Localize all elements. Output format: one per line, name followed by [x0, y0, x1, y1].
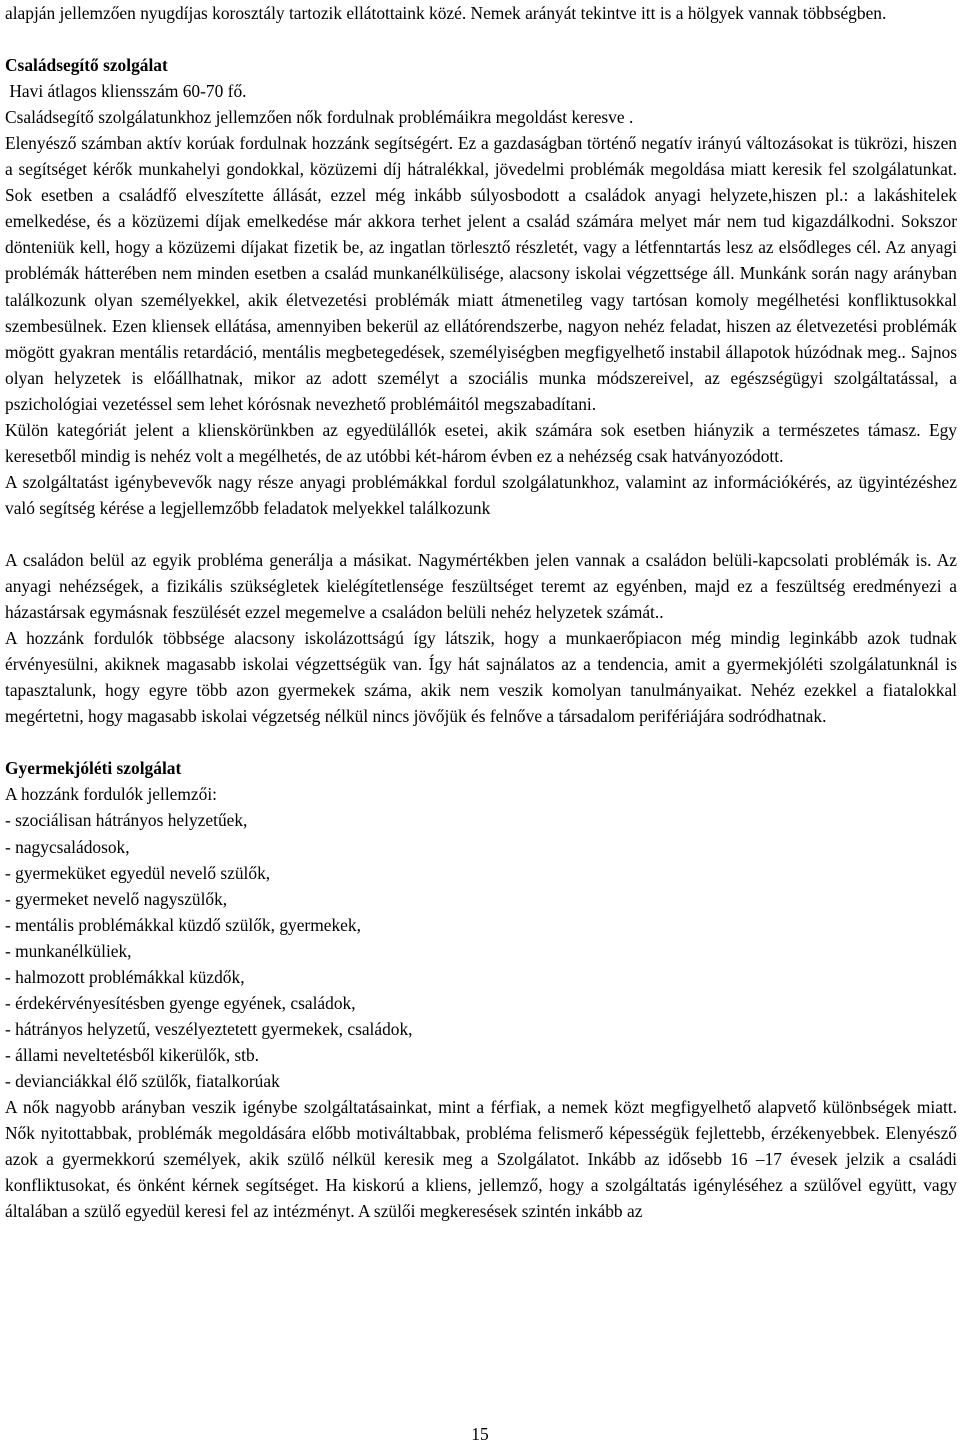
list-item: - halmozott problémákkal küzdők,	[5, 966, 245, 987]
women-usage-paragraph: A nők nagyobb arányban veszik igénybe szolgáltatásainkat, mint a férfiak, a nemek közt megfigyelhető alapvető különbségek miatt. Nők nyitottabbak, problémák megoldására előbb motiváltabbak, probléma felismerő képességük fejlettebb, érzékenyebbek. Elenyésző azok a gyermekkorú személyek, akik szülő nélkül keresik meg a Szolgálatot. Inkább az idősebb 16 –17 évesek jelzik a családi konfliktusokat, és önként kérnek segítséget. Ha kiskorú a kliens, jellemző, hogy a szolgáltatás igényléséhez a szülővel együtt, vagy általában a szülő egyedül keresi fel az intézményt. A szülői megkeresések szintén inkább az	[5, 1096, 957, 1222]
family-service-heading: Családsegítő szolgálat	[5, 55, 168, 76]
client-characteristics-list	[5, 807, 957, 1094]
list-item: - devianciákkal élő szülők, fiatalkorúak	[5, 1070, 280, 1091]
service-paragraph: A szolgáltatást igénybevevők nagy része anyagi problémákkal fordul szolgálatunkhoz, valamint az információkérés, az ügyintézéshez való segítség kérése a legjellemzőbb feladatok melyekkel találkozunk	[5, 471, 957, 518]
main-paragraph: Elenyésző számban aktív korúak fordulnak hozzánk segítségért. Ez a gazdaságban történő negatív irányú változásokat is tükrözi, hiszen a segítséget kérők munkahelyi gondokkal, közüzemi díj hátralékkal, jövedelmi problémák megoldása miatt keresik fel szolgálatunkat. Sok esetben a családfő elveszítette állását, ezzel még inkább súlyosbodott a családok anyagi helyzete,hiszen pl.: a lakáshitelek emelkedése, és a közüzemi díjak emelkedése már akkora terhet jelent a család számára melyet már nem tud kigazdálkodni. Sokszor dönteniük kell, hogy a közüzemi díjakat fizetik be, az ingatlan törlesztő részletét, vagy a létfenntartás lesz az elsődleges cél. Az anyagi problémák hátterében nem minden esetben a család munkanélkülisége, alacsony iskolai végzettsége áll. Munkánk során nagy arányban találkozunk olyan személyekkel, akik életvezetési problémák miatt átmenetileg vagy tartósan komoly megélhetési konfliktusokkal szembesülnek. Ezen kliensek ellátása, amennyiben bekerül az ellátórendszerbe, nagyon nehéz feladat, hiszen az életvezetési problémák mögött gyakran mentális retardáció, mentális megbetegedések, személyiségben megfigyelhető instabil állapotok húzódnak meg.. Sajnos olyan helyzetek is előállhatnak, mikor az adott személyt a szociális munka módszereivel, az egészségügyi szolgáltatással, a pszichológiai vezetéssel sem lehet kórósnak nevezhető problémáitól megszabadítani.	[5, 133, 957, 414]
family-problems-paragraph: A családon belül az egyik probléma generálja a másikat. Nagymértékben jelen vannak a családon belüli-kapcsolati problémák is. Az anyagi nehézségek, a fizikális szükségletek kielégítetlensége feszültséget teremt az egyénben, majd ez a feszültség eredményezi a házastársak egymásnak feszülését ezzel megemelve a családon belüli nehéz helyzetek számát..	[5, 549, 957, 623]
child-welfare-heading: Gyermekjóléti szolgálat	[5, 758, 182, 779]
monthly-client-count: Havi átlagos kliensszám 60-70 fő.	[5, 81, 247, 102]
list-item: - érdekérvényesítésben gyenge egyének, családok,	[5, 992, 356, 1013]
spacer	[5, 26, 957, 52]
spacer	[5, 521, 957, 547]
education-paragraph: A hozzánk fordulók többsége alacsony iskolázottságú így látszik, hogy a munkaerőpiacon még mindig leginkább azok tudnak érvényesülni, akiknek magasabb iskolai végzettségük van. Így hát sajnálatos az a tendencia, amit a gyermekjóléti szolgálatunknál is tapasztalunk, hogy egyre több azon gyermekek száma, akik nem veszik komolyan tanulmányaikat. Nehéz ezekkel a fiatalokkal megértetni, hogy magasabb iskolai végzetség nélkül nincs jövőjük és felnőve a társadalom perifériájára sodródhatnak.	[5, 628, 957, 727]
document-page	[5, 0, 957, 1224]
list-item: - gyermeket nevelő nagyszülők,	[5, 888, 228, 909]
list-item: - hátrányos helyzetű, veszélyeztetett gyermekek, családok,	[5, 1018, 413, 1039]
spacer	[5, 729, 957, 755]
list-item: - szociálisan hátrányos helyzetűek,	[5, 810, 248, 831]
intro-paragraph: alapján jellemzően nyugdíjas korosztály tartozik ellátottaink közé. Nemek arányát tekintve itt is a hölgyek vannak többségben.	[5, 3, 887, 23]
women-line: Családsegítő szolgálatunkhoz jellemzően nők fordulnak problémáikra megoldást keresve .	[5, 107, 634, 128]
list-item: - nagycsaládosok,	[5, 836, 130, 857]
list-item: - munkanélküliek,	[5, 940, 132, 961]
list-item: - gyermeküket egyedül nevelő szülők,	[5, 862, 271, 883]
page-number: 15	[471, 1424, 489, 1444]
list-item: - állami neveltetésből kikerülők, stb.	[5, 1044, 260, 1065]
child-welfare-intro: A hozzánk fordulók jellemzői:	[5, 784, 218, 805]
list-item: - mentális problémákkal küzdő szülők, gyermekek,	[5, 914, 361, 935]
single-parents-paragraph: Külön kategóriát jelent a klienskörünkben az egyedülállók esetei, akik számára sok esetben hiányzik a természetes támasz. Egy keresetből mindig is nehéz volt a megélhetés, de az utóbbi két-három évben ez a nehézség csak hatványozódott.	[5, 419, 957, 466]
